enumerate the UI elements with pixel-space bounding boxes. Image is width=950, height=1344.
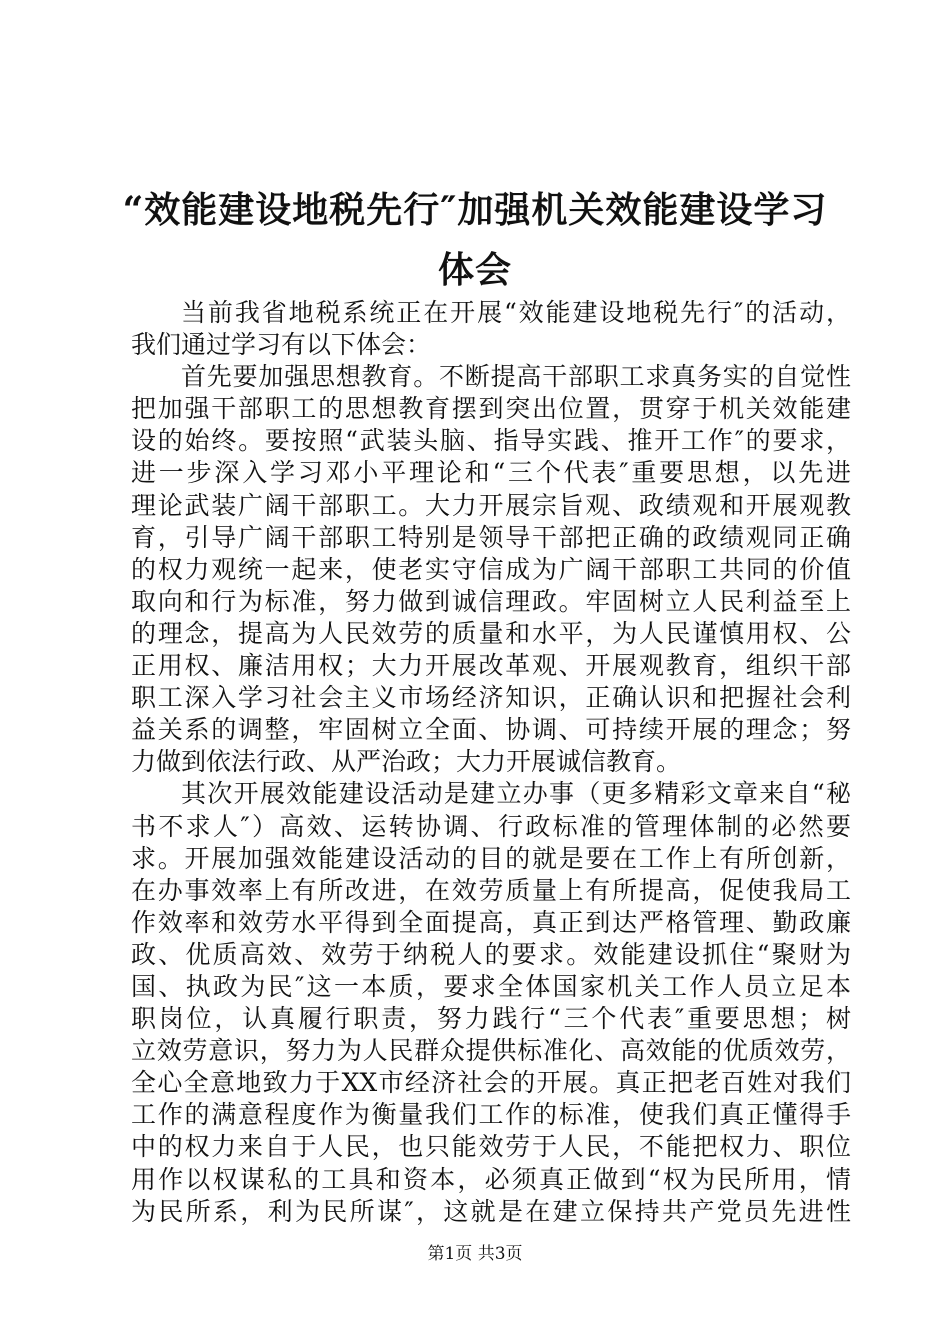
paragraph-3-line: 求。开展加强效能建设活动的目的就是要在工作上有所创新， xyxy=(131,843,851,873)
paragraph-3-line: 全心全意地致力于XX市经济社会的开展。真正把老百姓对我们 xyxy=(131,1068,851,1098)
paragraph-2-line: 正用权、廉洁用权；大力开展改革观、开展观教育，组织干部 xyxy=(131,651,851,681)
paragraph-2-line: 首先要加强思想教育。不断提高干部职工求真务实的自觉性 xyxy=(181,362,851,392)
document-body xyxy=(131,297,851,1228)
paragraph-2-line: 育，引导广阔干部职工特别是领导干部把正确的政绩观同正确 xyxy=(131,522,851,552)
document-title-line-2: 体会 xyxy=(437,249,512,291)
paragraph-1-line: 当前我省地税系统正在开展“效能建设地税先行″的活动， xyxy=(181,298,851,327)
paragraph-3-line: 工作的满意程度作为衡量我们工作的标准，使我们真正懂得手 xyxy=(131,1100,851,1130)
paragraph-2-line: 的理念，提高为人民效劳的质量和水平，为人民谨慎用权、公 xyxy=(131,618,851,648)
paragraph-3-line: 书不求人″）高效、运转协调、行政标准的管理体制的必然要 xyxy=(131,811,851,841)
paragraph-2-line: 进一步深入学习邓小平理论和“三个代表″重要思想，以先进 xyxy=(131,458,851,488)
paragraph-2-line: 把加强干部职工的思想教育摆到突出位置，贯穿于机关效能建 xyxy=(131,394,851,424)
paragraph-3-line: 在办事效率上有所改进，在效劳质量上有所提高，促使我局工 xyxy=(131,875,851,905)
document-title-line-1: “效能建设地税先行″加强机关效能建设学习 xyxy=(122,189,828,231)
paragraph-3-line: 中的权力来自于人民，也只能效劳于人民，不能把权力、职位 xyxy=(131,1132,851,1162)
paragraph-2-line: 职工深入学习社会主义市场经济知识，正确认识和把握社会利 xyxy=(131,683,851,713)
paragraph-3-line: 其次开展效能建设活动是建立办事（更多精彩文章来自“秘 xyxy=(181,779,851,809)
paragraph-3-line: 政、优质高效、效劳于纳税人的要求。效能建设抓住“聚财为 xyxy=(131,939,851,969)
paragraph-3-line: 作效率和效劳水平得到全面提高，真正到达严格管理、勤政廉 xyxy=(131,907,851,937)
paragraph-3-line: 为民所系，利为民所谋″，这就是在建立保持共产党员先进性 xyxy=(131,1196,851,1226)
paragraph-2-line: 取向和行为标准，努力做到诚信理政。牢固树立人民利益至上 xyxy=(131,586,851,616)
page-number-footer: 第1页 共3页 xyxy=(427,1244,523,1264)
paragraph-2-line: 益关系的调整，牢固树立全面、协调、可持续开展的理念；努 xyxy=(131,715,851,745)
paragraph-2-line: 的权力观统一起来，使老实守信成为广阔干部职工共同的价值 xyxy=(131,554,851,584)
paragraph-1-line: 我们通过学习有以下体会： xyxy=(131,330,432,360)
paragraph-2-line: 力做到依法行政、从严治政；大力开展诚信教育。 xyxy=(131,747,682,777)
paragraph-3-line: 国、执政为民″这一本质，要求全体国家机关工作人员立足本 xyxy=(131,971,851,1001)
paragraph-3-line: 用作以权谋私的工具和资本，必须真正做到“权为民所用，情 xyxy=(131,1164,851,1194)
paragraph-2-line: 设的始终。要按照“武装头脑、指导实践、推开工作″的要求， xyxy=(131,426,851,456)
paragraph-2-line: 理论武装广阔干部职工。大力开展宗旨观、政绩观和开展观教 xyxy=(131,490,851,520)
paragraph-3-line: 职岗位，认真履行职责，努力践行“三个代表″重要思想；树 xyxy=(131,1004,851,1034)
paragraph-3-line: 立效劳意识，努力为人民群众提供标准化、高效能的优质效劳， xyxy=(131,1036,851,1066)
